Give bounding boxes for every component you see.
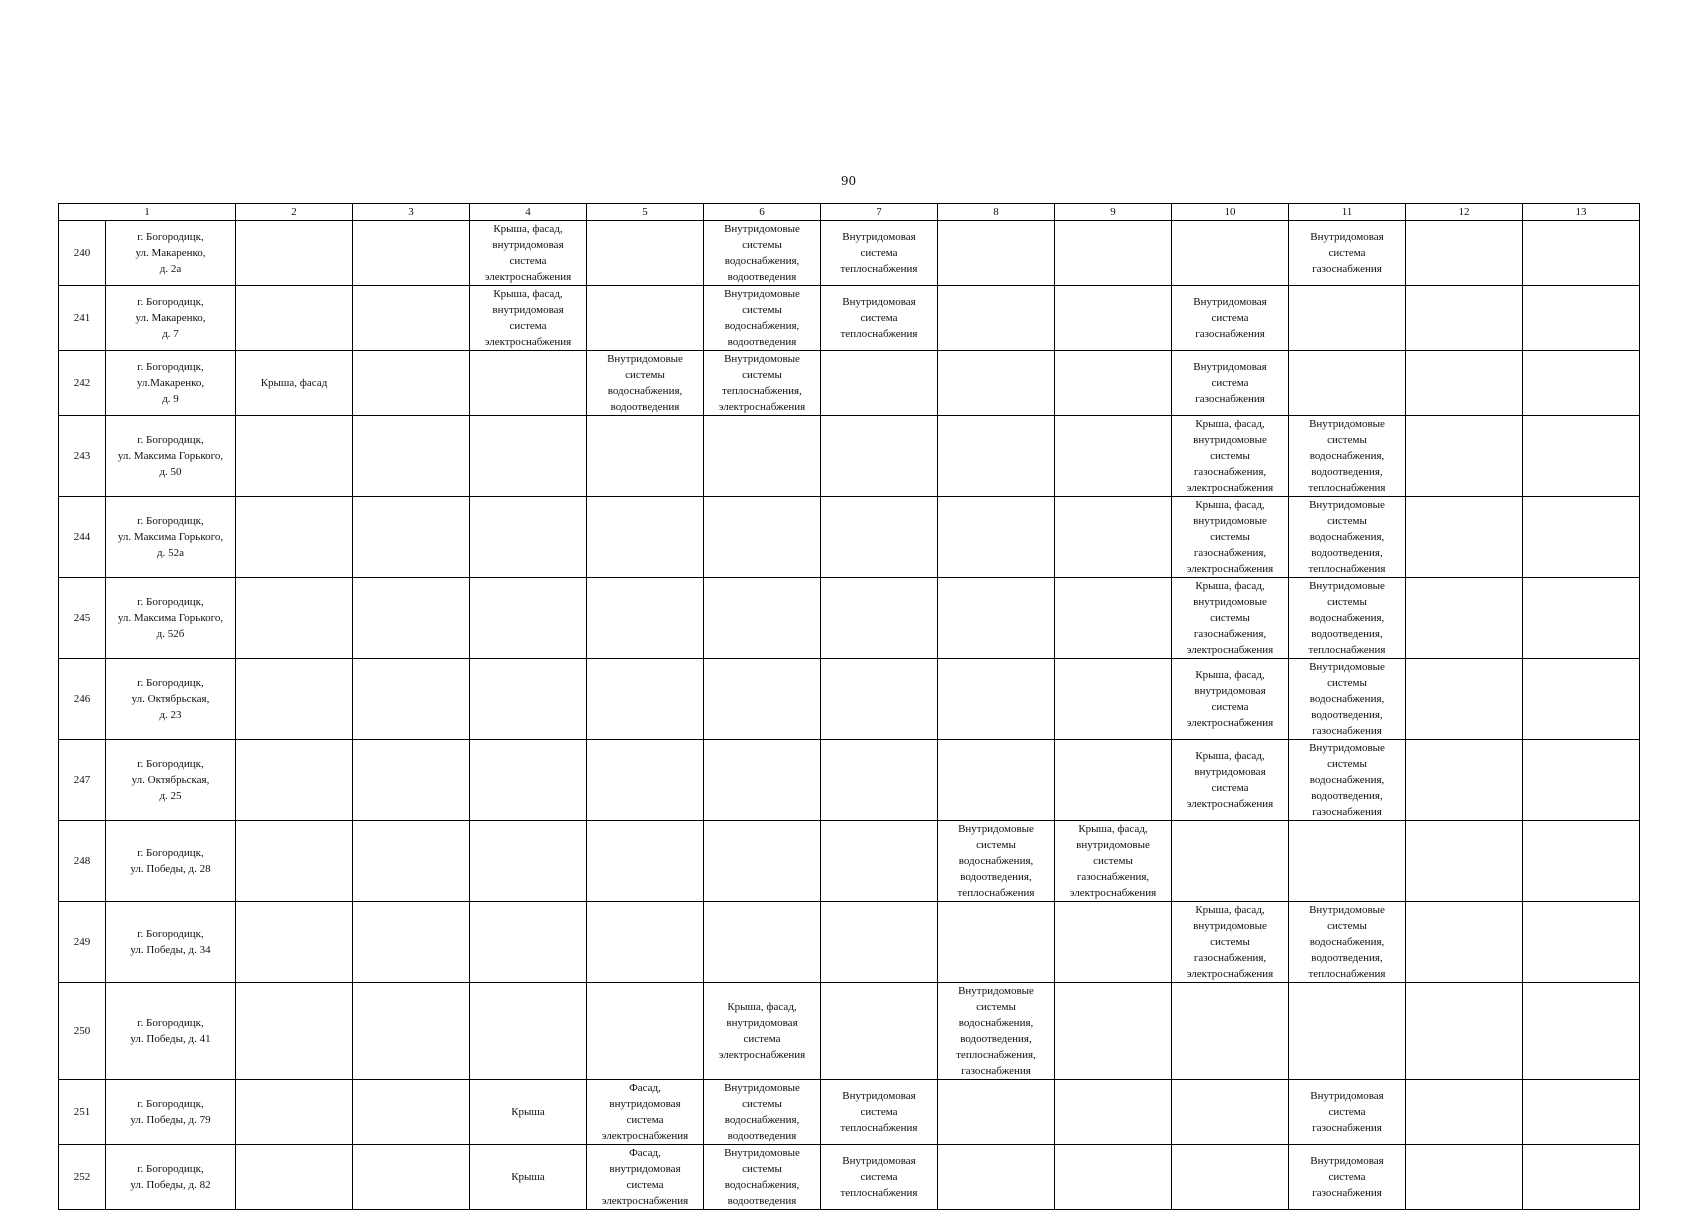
cell-text: 250	[73, 1025, 91, 1037]
cell-text: Крыша, фасад, внутридомовые системы газоснабжения, электроснабжения	[1186, 418, 1274, 494]
work-cell-11	[1289, 983, 1406, 1080]
work-cell-11	[1289, 659, 1406, 740]
cell-text: 241	[73, 312, 91, 324]
cell-text: Крыша, фасад, внутридомовые системы газоснабжения, электроснабжения	[1186, 499, 1274, 575]
work-cell-9	[1055, 351, 1172, 416]
cell-text: г. Богородицк, ул. Октябрьская, д. 25	[131, 758, 210, 802]
address-cell	[106, 221, 236, 286]
work-cell-8	[938, 416, 1055, 497]
work-cell-8	[938, 1080, 1055, 1145]
column-header: 10	[1172, 204, 1289, 221]
cell-text: Фасад, внутридомовая система электроснабжения	[601, 1147, 689, 1207]
work-cell-9	[1055, 416, 1172, 497]
table-body	[59, 221, 1640, 1210]
cell-text: Внутридомовая система газоснабжения	[1310, 1155, 1384, 1199]
work-cell-13	[1523, 351, 1640, 416]
work-cell-6	[704, 740, 821, 821]
work-cell-6	[704, 983, 821, 1080]
row-number-cell	[59, 351, 106, 416]
cell-text: г. Богородицк, ул. Макаренко, д. 7	[135, 296, 206, 340]
table-row	[59, 1080, 1640, 1145]
work-cell-4	[470, 659, 587, 740]
address-cell	[106, 578, 236, 659]
work-cell-8	[938, 983, 1055, 1080]
cell-text: Внутридомовая система теплоснабжения	[840, 296, 918, 340]
cell-text: Внутридомовые системы теплоснабжения, электроснабжения	[718, 353, 806, 413]
work-cell-11	[1289, 902, 1406, 983]
work-cell-6	[704, 497, 821, 578]
header-row	[59, 204, 1640, 221]
address-cell	[106, 416, 236, 497]
work-cell-12	[1406, 497, 1523, 578]
work-cell-3	[353, 221, 470, 286]
work-cell-3	[353, 902, 470, 983]
cell-text: г. Богородицк, ул.Макаренко, д. 9	[136, 361, 205, 405]
work-cell-3	[353, 286, 470, 351]
work-cell-4	[470, 902, 587, 983]
address-cell	[106, 351, 236, 416]
work-cell-10	[1172, 286, 1289, 351]
work-cell-11	[1289, 416, 1406, 497]
work-cell-6	[704, 821, 821, 902]
work-cell-3	[353, 578, 470, 659]
column-header: 11	[1289, 204, 1406, 221]
work-cell-10	[1172, 983, 1289, 1080]
work-cell-2	[236, 497, 353, 578]
column-header: 3	[353, 204, 470, 221]
column-header: 8	[938, 204, 1055, 221]
work-cell-10	[1172, 416, 1289, 497]
work-cell-2	[236, 821, 353, 902]
work-cell-4	[470, 821, 587, 902]
cell-text: Внутридомовая система газоснабжения	[1310, 231, 1384, 275]
cell-text: Внутридомовые системы водоснабжения, водоотведения, газоснабжения	[1309, 742, 1385, 818]
cell-text: 251	[73, 1106, 91, 1118]
work-cell-13	[1523, 659, 1640, 740]
work-cell-2	[236, 221, 353, 286]
work-cell-5	[587, 416, 704, 497]
cell-text: Внутридомовая система газоснабжения	[1193, 361, 1267, 405]
cell-text: 243	[73, 450, 91, 462]
column-header: 12	[1406, 204, 1523, 221]
table-row	[59, 578, 1640, 659]
cell-text: Внутридомовая система теплоснабжения	[840, 231, 918, 275]
work-cell-8	[938, 221, 1055, 286]
cell-text: г. Богородицк, ул. Победы, д. 28	[130, 847, 211, 875]
work-cell-13	[1523, 221, 1640, 286]
work-cell-9	[1055, 983, 1172, 1080]
cell-text: 246	[73, 693, 91, 705]
work-cell-12	[1406, 351, 1523, 416]
address-cell	[106, 983, 236, 1080]
work-cell-5	[587, 497, 704, 578]
cell-text: Крыша, фасад, внутридомовые системы газоснабжения, электроснабжения	[1069, 823, 1157, 899]
work-cell-3	[353, 497, 470, 578]
work-cell-4	[470, 286, 587, 351]
column-header: 1	[59, 204, 236, 221]
work-cell-4	[470, 351, 587, 416]
cell-text: г. Богородицк, ул. Максима Горького, д. 52б	[117, 596, 224, 640]
work-cell-2	[236, 1080, 353, 1145]
column-header: 13	[1523, 204, 1640, 221]
work-cell-8	[938, 659, 1055, 740]
work-cell-9	[1055, 497, 1172, 578]
work-cell-8	[938, 740, 1055, 821]
row-number-cell	[59, 983, 106, 1080]
cell-text: Внутридомовая система газоснабжения	[1193, 296, 1267, 340]
cell-text: Крыша	[511, 1171, 545, 1183]
cell-text: Внутридомовые системы водоснабжения, водоотведения, теплоснабжения	[1308, 499, 1386, 575]
work-cell-8	[938, 821, 1055, 902]
work-cell-11	[1289, 221, 1406, 286]
cell-text: Крыша, фасад, внутридомовая система электроснабжения	[484, 288, 572, 348]
work-cell-5	[587, 902, 704, 983]
address-cell	[106, 659, 236, 740]
work-cell-11	[1289, 1080, 1406, 1145]
work-cell-8	[938, 578, 1055, 659]
work-cell-10	[1172, 221, 1289, 286]
work-cell-11	[1289, 351, 1406, 416]
table-row	[59, 497, 1640, 578]
work-cell-7	[821, 1080, 938, 1145]
work-cell-5	[587, 286, 704, 351]
work-cell-11	[1289, 578, 1406, 659]
work-cell-10	[1172, 578, 1289, 659]
work-cell-7	[821, 286, 938, 351]
work-cell-8	[938, 497, 1055, 578]
work-cell-10	[1172, 497, 1289, 578]
work-cell-2	[236, 578, 353, 659]
address-cell	[106, 497, 236, 578]
work-cell-10	[1172, 821, 1289, 902]
work-cell-2	[236, 659, 353, 740]
work-cell-2	[236, 983, 353, 1080]
work-cell-12	[1406, 1080, 1523, 1145]
work-cell-11	[1289, 740, 1406, 821]
work-cell-13	[1523, 1080, 1640, 1145]
cell-text: Внутридомовая система газоснабжения	[1310, 1090, 1384, 1134]
work-cell-3	[353, 659, 470, 740]
cell-text: Внутридомовые системы водоснабжения, водоотведения, теплоснабжения	[1308, 418, 1386, 494]
cell-text: Внутридомовые системы водоснабжения, водоотведения	[724, 223, 800, 283]
work-cell-5	[587, 659, 704, 740]
cell-text: 244	[73, 531, 91, 543]
work-cell-3	[353, 416, 470, 497]
work-cell-9	[1055, 659, 1172, 740]
cell-text: Крыша, фасад, внутридомовые системы газоснабжения, электроснабжения	[1186, 904, 1274, 980]
work-cell-10	[1172, 659, 1289, 740]
work-cell-2	[236, 416, 353, 497]
cell-text: Крыша	[511, 1106, 545, 1118]
work-cell-5	[587, 983, 704, 1080]
cell-text: Внутридомовая система теплоснабжения	[840, 1155, 918, 1199]
table-row	[59, 351, 1640, 416]
work-cell-11	[1289, 497, 1406, 578]
cell-text: Внутридомовые системы водоснабжения, водоотведения, теплоснабжения, газоснабжения	[956, 985, 1036, 1077]
work-cell-10	[1172, 740, 1289, 821]
work-cell-4	[470, 578, 587, 659]
cell-text: 242	[73, 377, 91, 389]
work-cell-7	[821, 983, 938, 1080]
work-cell-12	[1406, 740, 1523, 821]
row-number-cell	[59, 416, 106, 497]
work-cell-7	[821, 578, 938, 659]
cell-text: Крыша, фасад, внутридомовая система электроснабжения	[718, 1001, 806, 1061]
cell-text: 247	[73, 774, 91, 786]
table-row	[59, 286, 1640, 351]
work-cell-7	[821, 740, 938, 821]
work-cell-8	[938, 902, 1055, 983]
work-cell-13	[1523, 416, 1640, 497]
row-number-cell	[59, 497, 106, 578]
work-cell-12	[1406, 286, 1523, 351]
row-number-cell	[59, 221, 106, 286]
work-cell-5	[587, 578, 704, 659]
work-cell-12	[1406, 221, 1523, 286]
cell-text: Внутридомовые системы водоснабжения, водоотведения	[724, 1147, 800, 1207]
work-cell-12	[1406, 983, 1523, 1080]
cell-text: Крыша, фасад, внутридомовая система электроснабжения	[484, 223, 572, 283]
cell-text: Внутридомовые системы водоснабжения, водоотведения, теплоснабжения	[1308, 904, 1386, 980]
work-cell-7	[821, 221, 938, 286]
work-cell-5	[587, 351, 704, 416]
work-cell-12	[1406, 659, 1523, 740]
cell-text: г. Богородицк, ул. Макаренко, д. 2а	[135, 231, 206, 275]
work-cell-4	[470, 497, 587, 578]
work-cell-9	[1055, 221, 1172, 286]
cell-text: г. Богородицк, ул. Максима Горького, д. 52а	[117, 515, 224, 559]
cell-text: г. Богородицк, ул. Максима Горького, д. 50	[117, 434, 224, 478]
work-cell-13	[1523, 286, 1640, 351]
work-cell-4	[470, 416, 587, 497]
work-cell-12	[1406, 578, 1523, 659]
work-cell-13	[1523, 902, 1640, 983]
cell-text: 248	[73, 855, 91, 867]
work-cell-9	[1055, 740, 1172, 821]
address-cell	[106, 1080, 236, 1145]
work-cell-6	[704, 659, 821, 740]
cell-text: Внутридомовые системы водоснабжения, водоотведения, теплоснабжения	[1308, 580, 1386, 656]
work-cell-13	[1523, 740, 1640, 821]
row-number-cell	[59, 659, 106, 740]
work-cell-11	[1289, 821, 1406, 902]
work-cell-9	[1055, 902, 1172, 983]
cell-text: Внутридомовые системы водоснабжения, водоотведения	[607, 353, 683, 413]
cell-text: г. Богородицк, ул. Победы, д. 41	[130, 1017, 211, 1045]
address-cell	[106, 740, 236, 821]
column-header: 7	[821, 204, 938, 221]
row-number-cell	[59, 821, 106, 902]
work-cell-5	[587, 740, 704, 821]
cell-text: Крыша, фасад, внутридомовая система электроснабжения	[1186, 750, 1274, 810]
cell-text: 240	[73, 247, 91, 259]
work-cell-4	[470, 1080, 587, 1145]
work-cell-9	[1055, 1080, 1172, 1145]
work-cell-5	[587, 821, 704, 902]
column-header: 5	[587, 204, 704, 221]
cell-text: Внутридомовая система теплоснабжения	[840, 1090, 918, 1134]
cell-text: Крыша, фасад, внутридомовая система электроснабжения	[1186, 669, 1274, 729]
cell-text: г. Богородицк, ул. Победы, д. 79	[130, 1098, 211, 1126]
work-cell-3	[353, 351, 470, 416]
work-cell-3	[353, 740, 470, 821]
work-cell-12	[1406, 821, 1523, 902]
row-number-cell	[59, 740, 106, 821]
work-cell-9	[1055, 578, 1172, 659]
table-row	[59, 821, 1640, 902]
cell-text: Фасад, внутридомовая система электроснабжения	[601, 1082, 689, 1142]
work-cell-3	[353, 821, 470, 902]
work-cell-4	[470, 983, 587, 1080]
table-row	[59, 983, 1640, 1080]
work-cell-6	[704, 351, 821, 416]
row-number-cell	[59, 1080, 106, 1145]
column-header: 2	[236, 204, 353, 221]
work-cell-6	[704, 578, 821, 659]
column-header: 6	[704, 204, 821, 221]
address-cell	[106, 902, 236, 983]
cell-text: Крыша, фасад	[260, 377, 328, 389]
work-cell-9	[1055, 286, 1172, 351]
cell-text: 245	[73, 612, 91, 624]
cell-text: Внутридомовые системы водоснабжения, водоотведения	[724, 288, 800, 348]
work-cell-4	[470, 740, 587, 821]
work-cell-6	[704, 221, 821, 286]
work-cell-10	[1172, 902, 1289, 983]
work-cell-9	[1055, 821, 1172, 902]
address-cell	[106, 821, 236, 902]
cell-text: Внутридомовые системы водоснабжения, водоотведения	[724, 1082, 800, 1142]
work-cell-6	[704, 416, 821, 497]
work-cell-7	[821, 416, 938, 497]
work-cell-8	[938, 351, 1055, 416]
cell-text: 252	[73, 1171, 91, 1183]
work-cell-6	[704, 286, 821, 351]
work-cell-2	[236, 351, 353, 416]
repair-schedule-table	[58, 203, 1640, 1210]
work-cell-13	[1523, 821, 1640, 902]
work-cell-2	[236, 740, 353, 821]
row-number-cell	[59, 578, 106, 659]
work-cell-12	[1406, 416, 1523, 497]
work-cell-11	[1289, 286, 1406, 351]
work-cell-13	[1523, 983, 1640, 1080]
work-cell-5	[587, 1080, 704, 1145]
work-cell-10	[1172, 351, 1289, 416]
work-cell-13	[1523, 578, 1640, 659]
work-cell-3	[353, 1080, 470, 1145]
table-row	[59, 740, 1640, 821]
table-row	[59, 416, 1640, 497]
work-cell-12	[1406, 902, 1523, 983]
table-row	[59, 659, 1640, 740]
cell-text: 249	[73, 936, 91, 948]
cell-text: г. Богородицк, ул. Победы, д. 82	[130, 1163, 211, 1191]
work-cell-10	[1172, 1080, 1289, 1145]
work-cell-13	[1523, 497, 1640, 578]
column-header: 4	[470, 204, 587, 221]
work-cell-2	[236, 286, 353, 351]
row-number-cell	[59, 286, 106, 351]
work-cell-8	[938, 286, 1055, 351]
column-header: 9	[1055, 204, 1172, 221]
work-cell-6	[704, 902, 821, 983]
row-number-cell	[59, 902, 106, 983]
work-cell-3	[353, 983, 470, 1080]
cell-text: Внутридомовые системы водоснабжения, водоотведения, газоснабжения	[1309, 661, 1385, 737]
cell-text: г. Богородицк, ул. Победы, д. 34	[130, 928, 211, 956]
cell-text: г. Богородицк, ул. Октябрьская, д. 23	[131, 677, 210, 721]
work-cell-7	[821, 902, 938, 983]
table-row	[59, 221, 1640, 286]
work-cell-2	[236, 902, 353, 983]
work-cell-7	[821, 659, 938, 740]
page-number: 90	[840, 174, 857, 188]
work-cell-5	[587, 221, 704, 286]
work-cell-6	[704, 1080, 821, 1145]
cell-text: Крыша, фасад, внутридомовые системы газоснабжения, электроснабжения	[1186, 580, 1274, 656]
work-cell-7	[821, 821, 938, 902]
address-cell	[106, 286, 236, 351]
table-row	[59, 902, 1640, 983]
work-cell-7	[821, 351, 938, 416]
work-cell-4	[470, 221, 587, 286]
cell-text: Внутридомовые системы водоснабжения, водоотведения, теплоснабжения	[957, 823, 1035, 899]
work-cell-7	[821, 497, 938, 578]
